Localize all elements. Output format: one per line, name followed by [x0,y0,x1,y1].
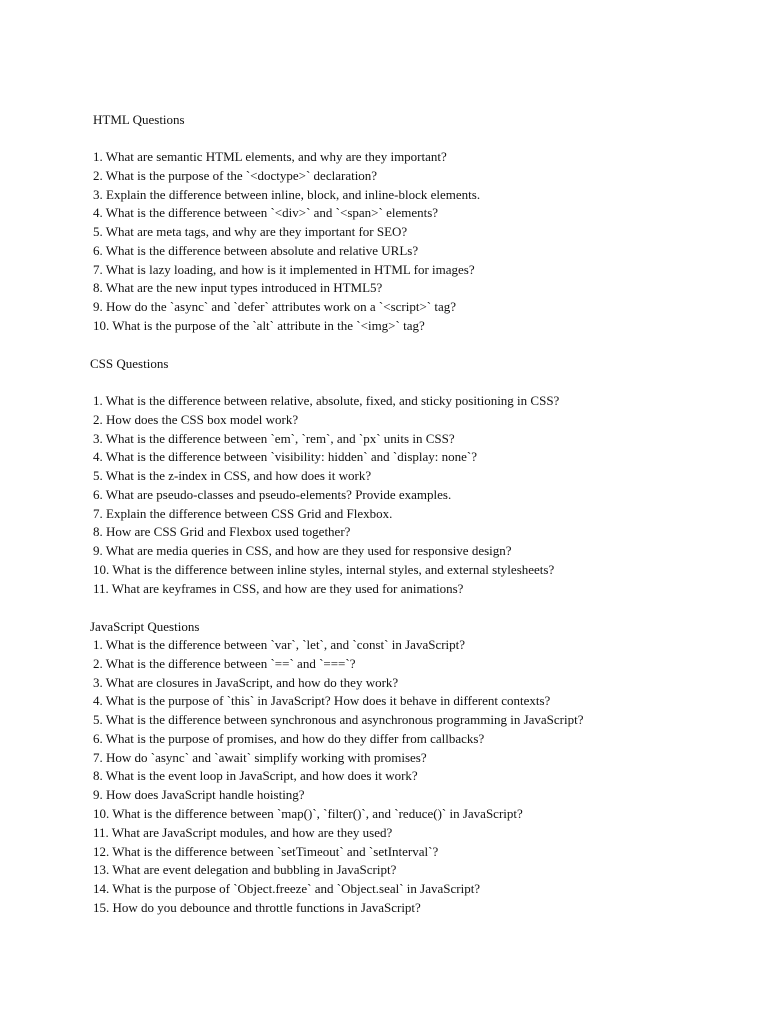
question-item: 3. Explain the difference between inline, block, and inline-block elements. [93,187,481,202]
question-item: 1. What is the difference between relative, absolute, fixed, and sticky positioning in CSS? [93,393,560,408]
question-item: 11. What are keyframes in CSS, and how are they used for animations? [93,581,464,596]
question-item: 2. What is the purpose of the `<doctype>` declaration? [93,168,378,183]
question-item: 2. How does the CSS box model work? [93,412,299,427]
question-item: 4. What is the purpose of `this` in JavaScript? How does it behave in different contexts? [93,693,551,708]
question-item: 8. How are CSS Grid and Flexbox used together? [93,524,351,539]
question-item: 3. What is the difference between `em`, `rem`, and `px` units in CSS? [93,431,455,446]
question-item: 10. What is the difference between inline styles, internal styles, and external stylesheets? [93,562,555,577]
question-item: 8. What are the new input types introduced in HTML5? [93,280,383,295]
question-item: 7. Explain the difference between CSS Grid and Flexbox. [93,506,393,521]
question-item: 5. What are meta tags, and why are they important for SEO? [93,224,408,239]
question-item: 6. What are pseudo-classes and pseudo-elements? Provide examples. [93,487,452,502]
question-item: 14. What is the purpose of `Object.freeze` and `Object.seal` in JavaScript? [93,881,481,896]
question-item: 9. What are media queries in CSS, and how are they used for responsive design? [93,543,512,558]
question-item: 7. How do `async` and `await` simplify working with promises? [93,750,427,765]
question-item: 9. How do the `async` and `defer` attributes work on a `<script>` tag? [93,299,457,314]
question-item: 10. What is the purpose of the `alt` attribute in the `<img>` tag? [93,318,425,333]
question-item: 13. What are event delegation and bubbling in JavaScript? [93,862,397,877]
question-item: 5. What is the z-index in CSS, and how does it work? [93,468,372,483]
question-item: 8. What is the event loop in JavaScript, and how does it work? [93,768,418,783]
question-item: 9. How does JavaScript handle hoisting? [93,787,305,802]
section-title-javascript: JavaScript Questions [90,619,200,634]
question-item: 11. What are JavaScript modules, and how are they used? [93,825,393,840]
question-item: 6. What is the difference between absolute and relative URLs? [93,243,419,258]
question-item: 4. What is the difference between `<div>` and `<span>` elements? [93,205,439,220]
question-item: 1. What is the difference between `var`, `let`, and `const` in JavaScript? [93,637,466,652]
question-item: 10. What is the difference between `map()`, `filter()`, and `reduce()` in JavaScript? [93,806,523,821]
question-item: 2. What is the difference between `==` and `===`? [93,656,356,671]
question-item: 15. How do you debounce and throttle functions in JavaScript? [93,900,421,915]
section-title-html: HTML Questions [93,112,185,127]
question-item: 5. What is the difference between synchronous and asynchronous programming in JavaScript? [93,712,584,727]
question-item: 12. What is the difference between `setTimeout` and `setInterval`? [93,844,439,859]
question-item: 7. What is lazy loading, and how is it implemented in HTML for images? [93,262,475,277]
question-item: 3. What are closures in JavaScript, and how do they work? [93,675,399,690]
question-item: 4. What is the difference between `visibility: hidden` and `display: none`? [93,449,477,464]
question-item: 1. What are semantic HTML elements, and why are they important? [93,149,447,164]
question-item: 6. What is the purpose of promises, and how do they differ from callbacks? [93,731,485,746]
section-title-css: CSS Questions [90,356,169,371]
